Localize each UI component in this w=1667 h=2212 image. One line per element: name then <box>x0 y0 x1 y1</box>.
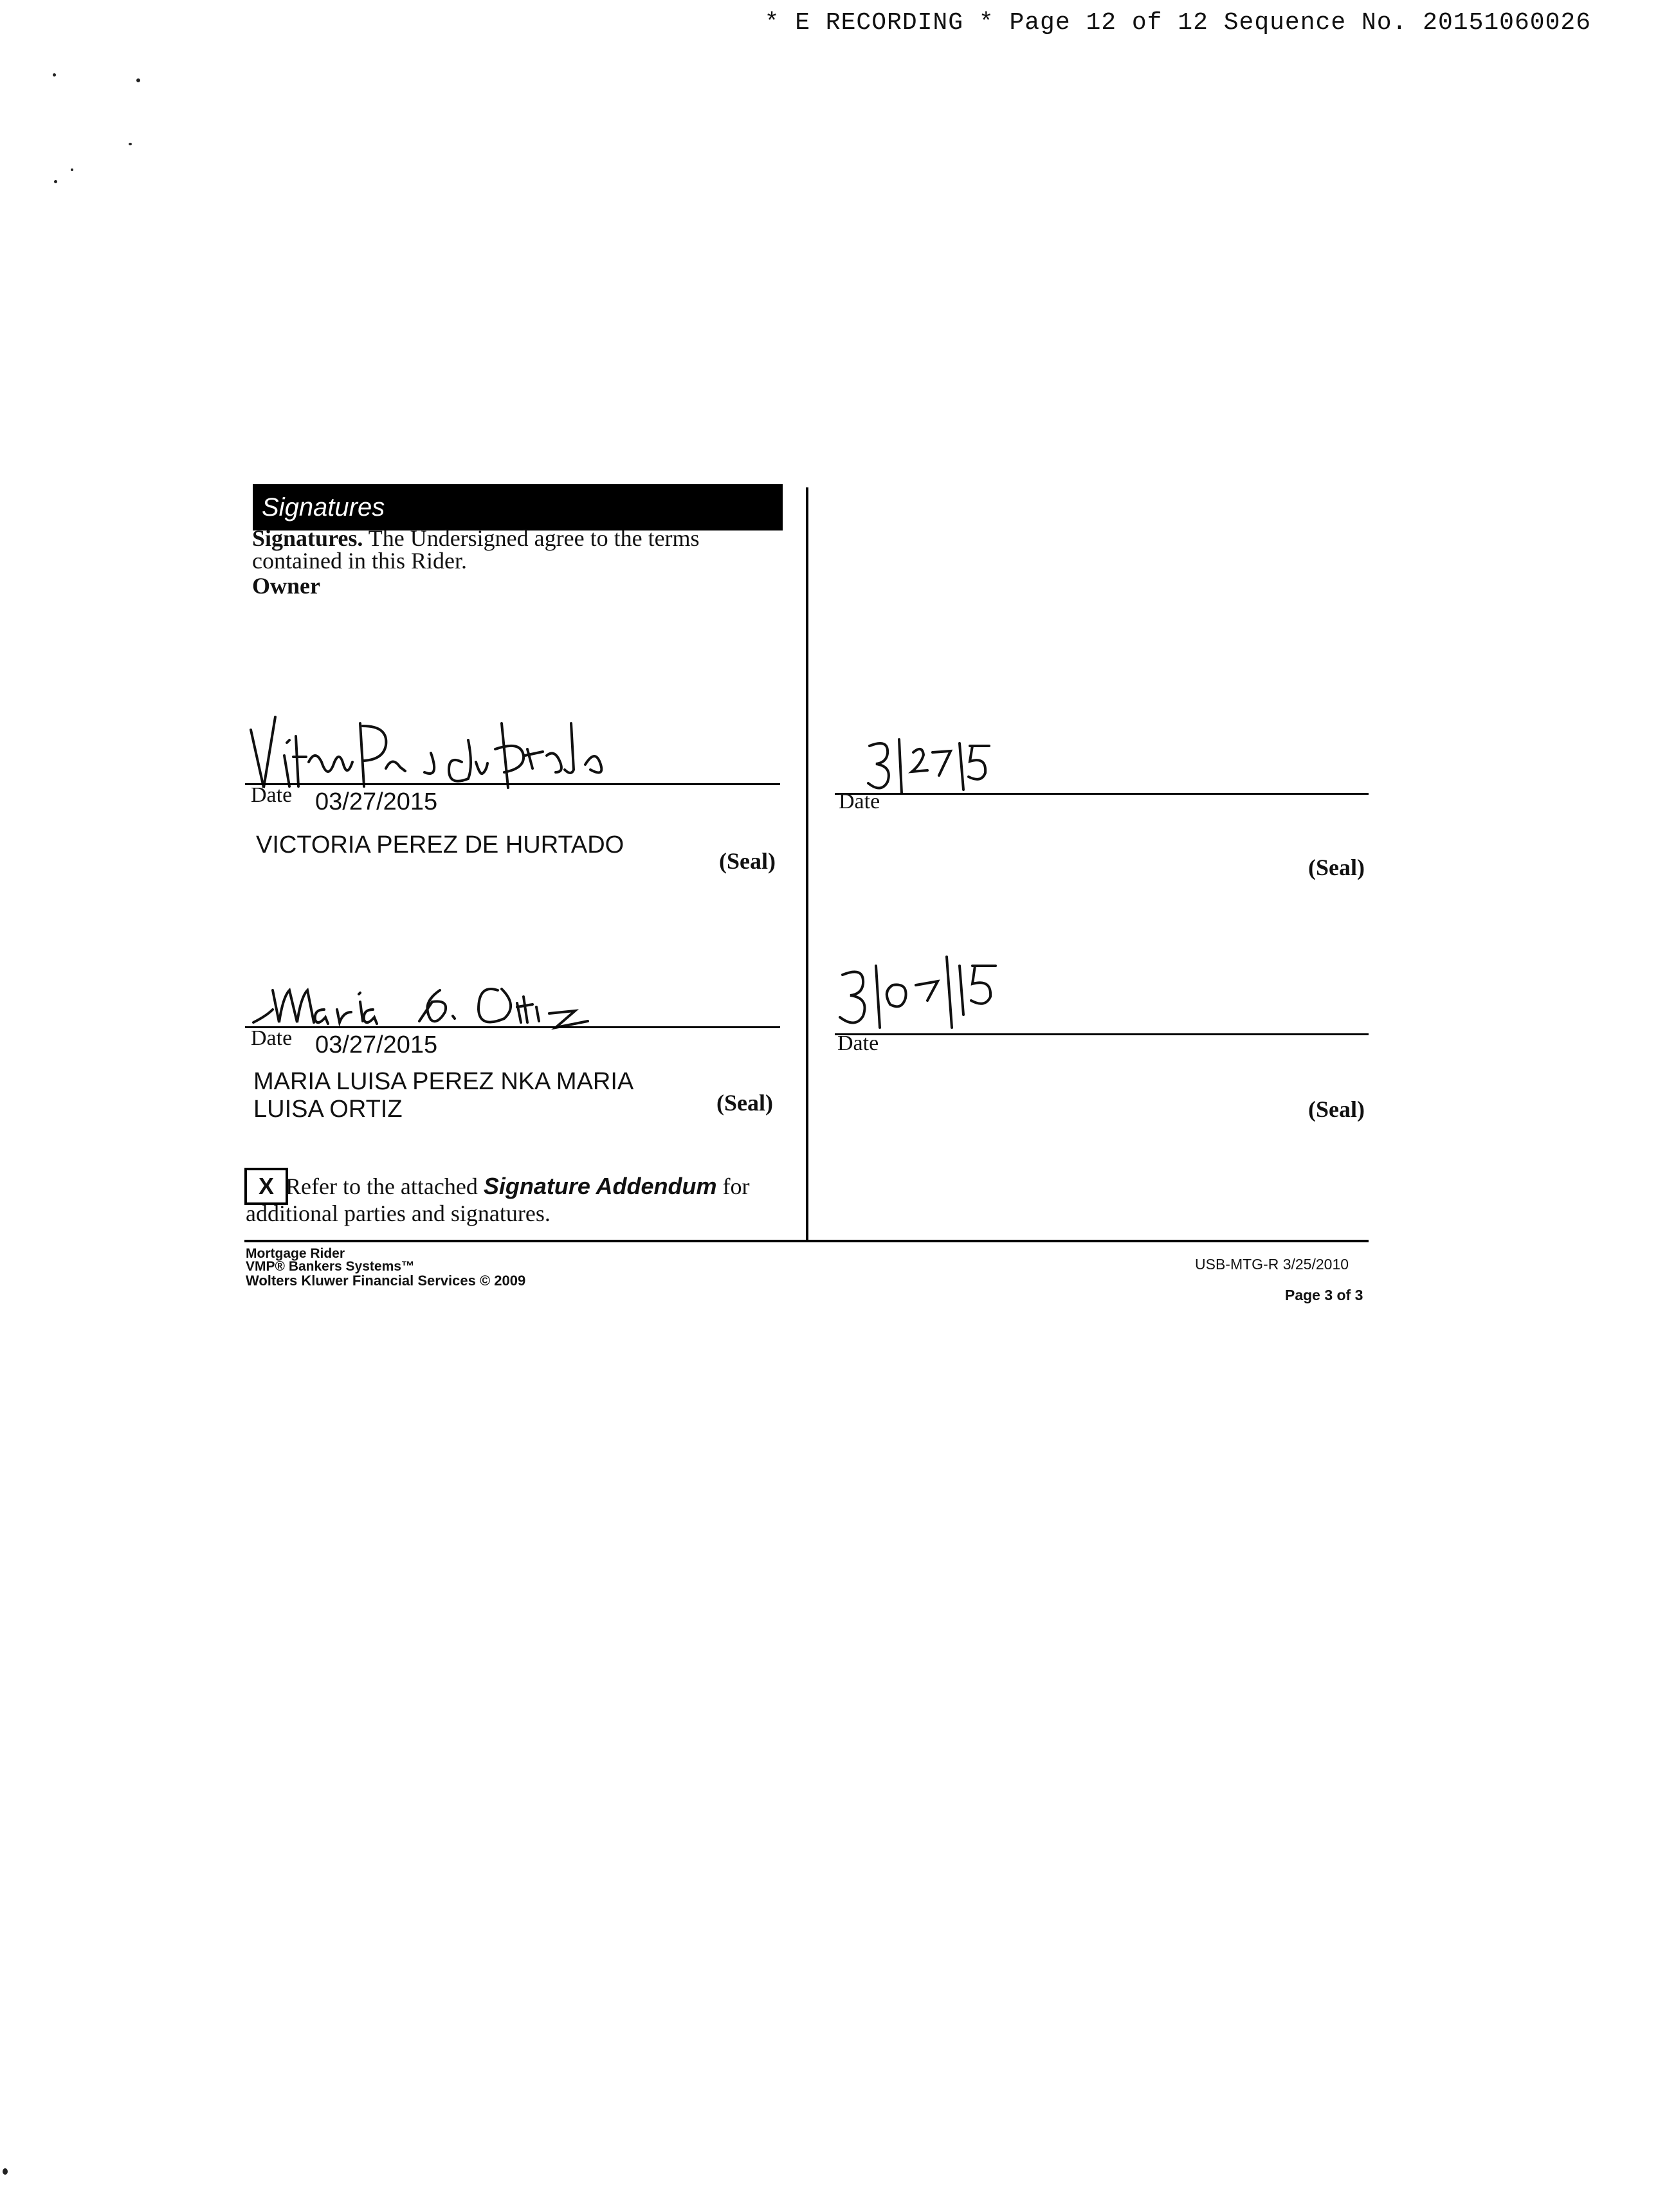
scan-speck <box>129 143 132 145</box>
footer-page: Page 3 of 3 <box>1285 1287 1363 1303</box>
intro-bold: Signatures. <box>252 525 363 551</box>
signature-line-1 <box>245 783 780 785</box>
date-label-1: Date <box>251 783 293 807</box>
footer-form-id: USB-MTG-R 3/25/2010 <box>1195 1256 1349 1273</box>
date-value-1: 03/27/2015 <box>315 788 438 815</box>
recording-header: * E RECORDING * Page 12 of 12 Sequence No. 20151060026 <box>764 9 1591 37</box>
seal-label-2: (Seal) <box>716 1090 773 1116</box>
handwritten-date-2 <box>834 947 1026 1037</box>
addendum-after: for <box>722 1174 750 1199</box>
date-value-2: 03/27/2015 <box>315 1031 438 1058</box>
scan-speck <box>3 2168 8 2175</box>
scan-speck <box>136 78 140 82</box>
scan-speck <box>53 73 56 77</box>
right-date-label-1: Date <box>839 790 880 813</box>
signature-line-2 <box>245 1026 780 1028</box>
signature-maria <box>247 971 646 1035</box>
addendum-line2: additional parties and signatures. <box>246 1201 551 1226</box>
signature-victoria <box>244 711 682 801</box>
scan-speck <box>71 168 73 171</box>
section-title: Signatures <box>253 484 783 530</box>
column-divider <box>806 487 808 1240</box>
footer-publisher: Wolters Kluwer Financial Services © 2009 <box>246 1273 526 1289</box>
addendum-checkbox[interactable]: X <box>244 1168 288 1205</box>
seal-label-1: (Seal) <box>719 848 776 874</box>
footer-rule <box>244 1240 1369 1242</box>
right-seal-label-2: (Seal) <box>1308 1096 1365 1122</box>
signer-name-2-line2: LUISA ORTIZ <box>253 1096 403 1123</box>
date-line-right-2 <box>835 1033 1369 1035</box>
addendum-text <box>286 1175 774 1197</box>
owner-label: Owner <box>252 573 320 599</box>
addendum-emphasis: Signature Addendum <box>483 1173 717 1199</box>
intro-text <box>252 527 792 572</box>
footer-form-name: Mortgage Rider <box>246 1246 345 1261</box>
intro-body: The Undersigned agree to the terms contained in this Rider. <box>252 525 700 574</box>
handwritten-date-1 <box>862 733 1029 797</box>
date-line-right-1 <box>835 793 1369 795</box>
signer-name-2-line1: MARIA LUISA PEREZ NKA MARIA <box>253 1068 634 1095</box>
addendum-before: Refer to the attached <box>286 1174 478 1199</box>
right-date-label-2: Date <box>837 1031 879 1055</box>
date-label-2: Date <box>251 1026 293 1050</box>
signer-name-1: VICTORIA PEREZ DE HURTADO <box>256 831 624 858</box>
right-seal-label-1: (Seal) <box>1308 855 1365 880</box>
footer-vmp: VMP® Bankers Systems™ <box>246 1259 415 1274</box>
scan-speck <box>54 180 57 183</box>
